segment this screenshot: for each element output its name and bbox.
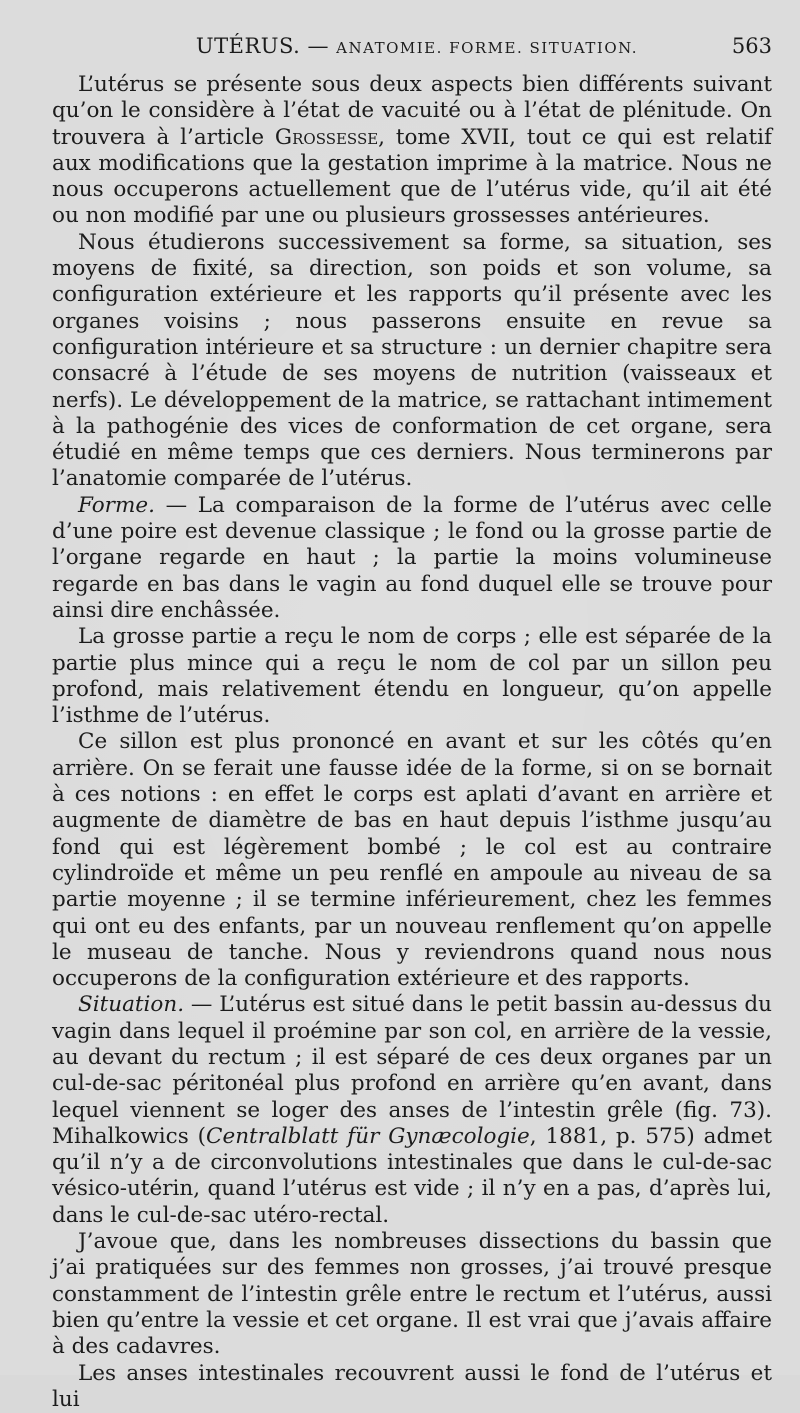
body-text [52, 72, 772, 1413]
section-heading-forme: Forme. [78, 492, 155, 518]
paragraph-1-text-a: L’utérus se présente sous deux aspects bien différents suivant qu’on le considère à l’état de vacuité ou à l’état de plénitude. On trouvera à l’article [52, 72, 772, 150]
paragraph-forme [52, 493, 772, 624]
paragraph-1 [52, 72, 772, 230]
cross-reference-grossesse: Grossesse [274, 124, 379, 150]
citation-journal: Centralblatt für Gynæcologie [206, 1123, 530, 1149]
paragraph-situation-text-a: — L’utérus est situé dans le petit bassin au-dessus du vagin dans lequel il proémine par son col, en arrière de la vessie, au devant du rectum ; il est séparé de ces deux organes par un cul-de-sac péritonéal plus profond en arrière qu’en avant, dans lequel viennent se loger des anses de l’intestin grêle (fig. 73). Mihalkowics ( [52, 992, 772, 1149]
paragraph-situation-text-b: , 1881, p. 575) admet qu’il n’y a de circonvolutions intestinales que dans le cul-de-sac vésico-utérin, quand l’utérus est vide ; il n’y en a pas, d’après lui, dans le cul-de-sac utéro-rectal. [52, 1123, 773, 1228]
paragraph-4: La grosse partie a reçu le nom de corps ; elle est séparée de la partie plus mince qui a reçu le nom de col par un sillon peu profond, mais relativement étendu en longueur, qu’on appelle l’isthme de l’utérus. [52, 624, 772, 729]
running-title [52, 34, 722, 58]
section-heading-situation: Situation. [78, 992, 185, 1018]
paragraph-1-text-b: , tome XVII, tout ce qui est relatif aux modifications que la gestation imprime à la matrice. Nous ne nous occuperons actuellement que de l’utérus vide, qu’il ait été ou non modifié par une ou plusieurs grossesses antérieures. [52, 124, 772, 229]
running-header [52, 34, 772, 68]
paragraph-forme-text: — La comparaison de la forme de l’utérus avec celle d’une poire est devenue classique ; le fond ou la grosse partie de l’organe regarde en haut ; la partie la moins volumineuse regarde en bas dans le vagin au fond duquel elle se trouve pour ainsi dire enchâssée. [52, 492, 772, 623]
header-dash: — [300, 34, 337, 58]
header-subtitle: ANATOMIE. FORME. SITUATION. [336, 39, 639, 57]
paragraph-5: Ce sillon est plus prononcé en avant et sur les côtés qu’en arrière. On se ferait une fausse idée de la forme, si on se bornait à ces notions : en effet le corps est aplati d’avant en arrière et augmente de diamètre de bas en haut depuis l’isthme jusqu’au fond qui est légèrement bombé ; le col est au contraire cylindroïde et même un peu renflé en ampoule au niveau de sa partie moyenne ; il se termine inférieurement, chez les femmes qui ont eu des enfants, par un nouveau renflement qu’on appelle le museau de tanche. Nous y reviendrons quand nous nous occuperons de la configuration extérieure et des rapports. [52, 729, 772, 992]
header-title: UTÉRUS. [195, 34, 301, 58]
paragraph-7: J’avoue que, dans les nombreuses dissections du bassin que j’ai pratiquées sur des femmes non grosses, j’ai trouvé presque constamment de l’intestin grêle entre le rectum et l’utérus, aussi bien qu’entre la vessie et cet organe. Il est vrai que j’avais affaire à des cadavres. [52, 1229, 772, 1360]
paragraph-2: Nous étudierons successivement sa forme, sa situation, ses moyens de fixité, sa direction, son poids et son volume, sa configuration extérieure et les rapports qu’il présente avec les organes voisins ; nous passerons ensuite en revue sa configuration intérieure et sa structure : un dernier chapitre sera consacré à l’étude de ses moyens de nutrition (vaisseaux et nerfs). Le développement de la matrice, se rattachant intimement à la pathogénie des vices de conformation de cet organe, sera étudié en même temps que ces derniers. Nous terminerons par l’anatomie comparée de l’utérus. [52, 229, 772, 492]
page-number: 563 [731, 34, 772, 58]
paragraph-situation [52, 992, 772, 1229]
paragraph-8: Les anses intestinales recouvrent aussi le fond de l’utérus et lui [52, 1360, 772, 1412]
